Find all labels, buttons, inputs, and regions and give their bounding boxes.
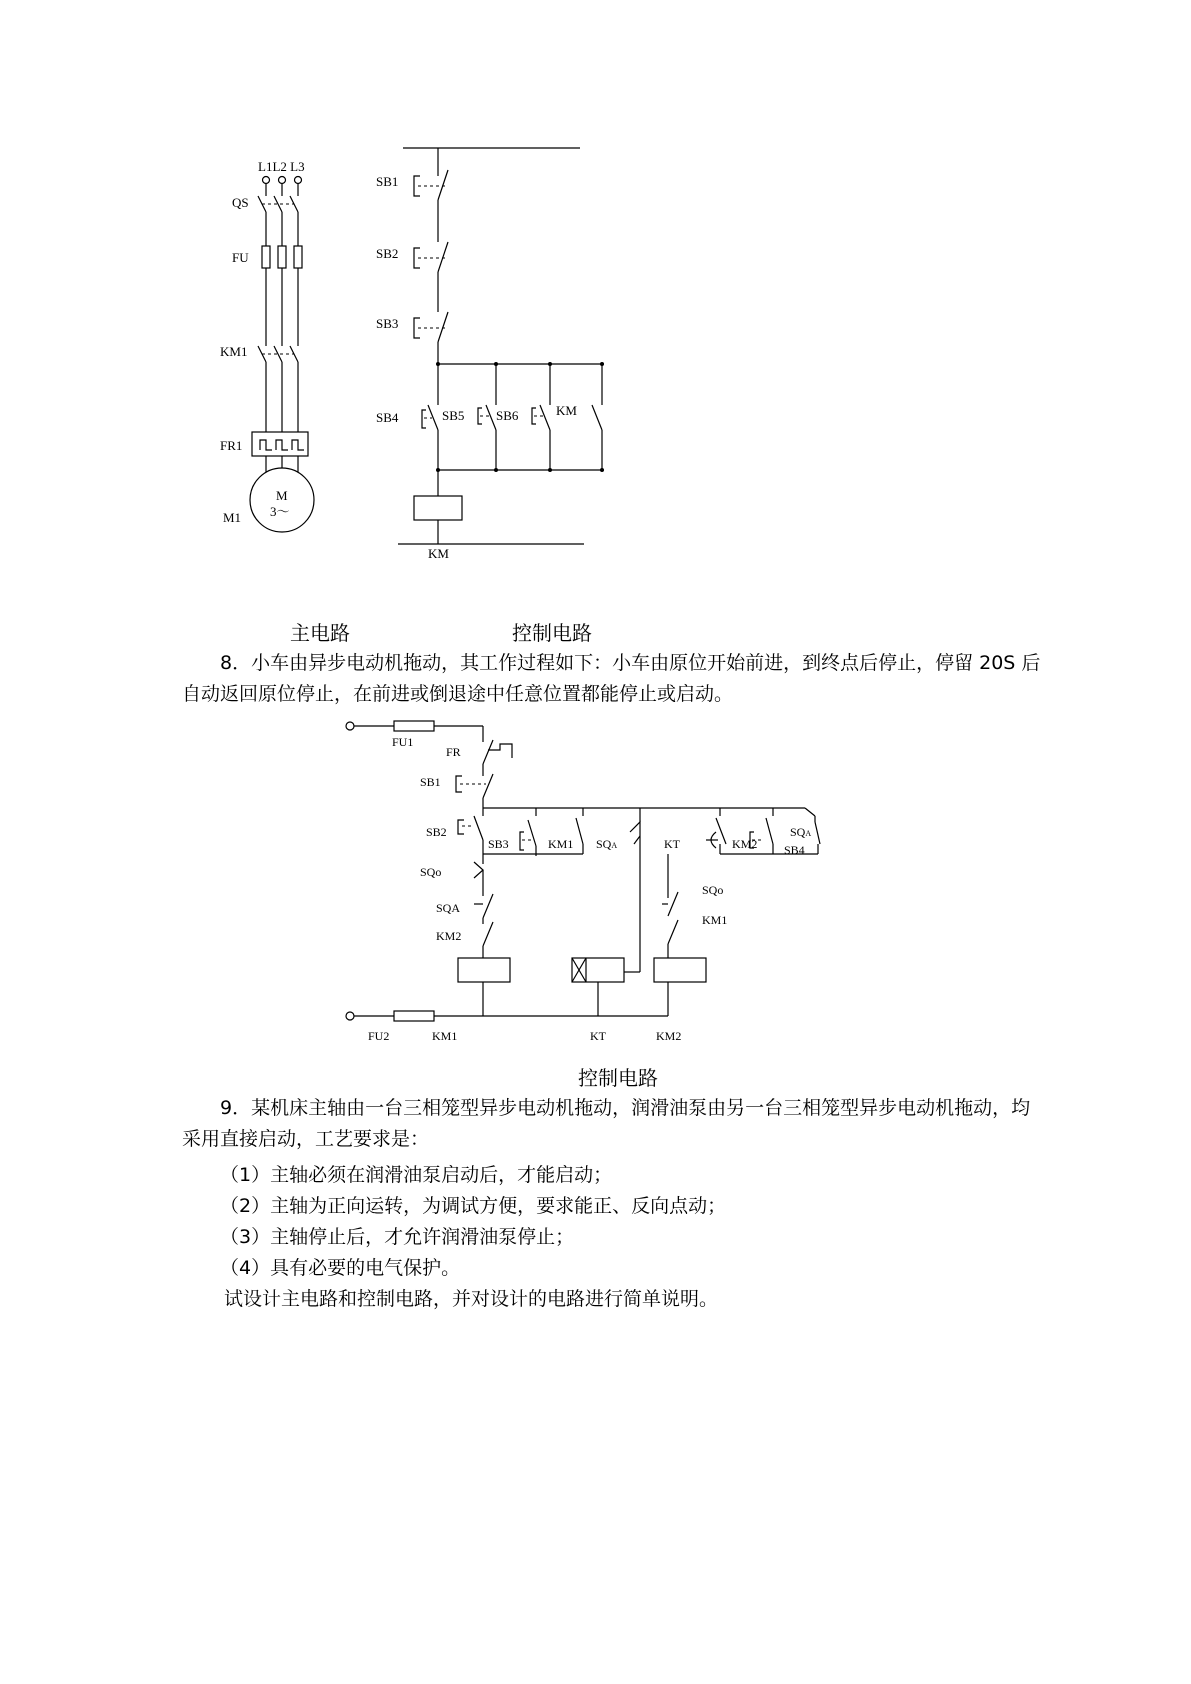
kt-ctrl2-contact-label: KT (664, 837, 680, 851)
qs-label: QS (232, 195, 249, 210)
control-circuit-diagram-1 (370, 140, 640, 570)
km1-coil-label: KM1 (432, 1029, 458, 1043)
fu-label: FU (232, 250, 249, 265)
km2-interlock-label: KM2 (436, 929, 462, 943)
sb5-label: SB5 (442, 408, 465, 423)
fu1-label: FU1 (392, 735, 414, 749)
km2-coil (654, 958, 706, 982)
km1-coil (458, 958, 510, 982)
sqa-top-label: SQA (596, 837, 618, 851)
m1-label: M1 (223, 510, 242, 525)
fr1-label: FR1 (220, 438, 243, 453)
question-9-item-4: （4）具有必要的电气保护。 (220, 1257, 461, 1279)
km2-coil-label: KM2 (656, 1029, 682, 1043)
fu1-fuse (394, 721, 434, 731)
sb2-ctrl2-label: SB2 (426, 825, 447, 839)
sb4-label: SB4 (376, 410, 399, 425)
fr-label: FR (446, 745, 461, 759)
sb3-ctrl2-label: SB3 (488, 837, 509, 851)
main-circuit-diagram (220, 150, 350, 570)
question-8-text: 8．小车由异步电动机拖动，其工作过程如下：小车由原位开始前进，到终点后停止，停留 20S 后自动返回原位停止，在前进或倒退途中任意位置都能停止或启动。 (182, 652, 1041, 705)
phase-labels: L1L2 L3 (258, 159, 305, 174)
kt-coil-label: KT (590, 1029, 606, 1043)
km-coil-label: KM (428, 546, 449, 561)
question-9-item-3: （3）主轴停止后，才允许润滑油泵停止； (220, 1226, 575, 1248)
sb2-label: SB2 (376, 246, 399, 261)
km-contact-label: KM (556, 403, 577, 418)
sqo-right-label: SQo (702, 883, 724, 897)
fu2-label: FU2 (368, 1029, 390, 1043)
km-coil (414, 496, 462, 520)
question-9-item-2: （2）主轴为正向运转，为调试方便，要求能正、反向点动； (220, 1195, 727, 1217)
fu2-fuse (394, 1011, 434, 1021)
sb1-label: SB1 (376, 174, 399, 189)
sb1-ctrl2-label: SB1 (420, 775, 441, 789)
caption-control-circuit-2: 控制电路 (578, 1066, 658, 1090)
question-9-task: 试设计主电路和控制电路，并对设计的电路进行简单说明。 (224, 1288, 719, 1310)
sqa-right-label: SQA (790, 825, 812, 839)
kt-coil (572, 958, 624, 982)
km1-interlock-label: KM1 (702, 913, 728, 927)
km2-ctrl2-contact-label: KM2 (732, 837, 758, 851)
question-9-item-1: （1）主轴必须在润滑油泵启动后，才能启动； (220, 1164, 613, 1186)
question-9-intro: 9．某机床主轴由一台三相笼型异步电动机拖动，润滑油泵由另一台三相笼型异步电动机拖动，均采用直接启动，工艺要求是： (182, 1097, 1031, 1150)
sqo-left-label: SQo (420, 865, 442, 879)
motor-m: M (276, 488, 288, 503)
km1-main-label: KM1 (220, 344, 248, 359)
sb6-label: SB6 (496, 408, 519, 423)
sb3-label: SB3 (376, 316, 399, 331)
caption-control-circuit-1: 控制电路 (512, 621, 592, 645)
sqa-left-label: SQA (436, 901, 461, 915)
caption-main-circuit: 主电路 (290, 621, 350, 645)
sb4-ctrl2-label: SB4 (784, 843, 805, 857)
motor-phase: 3～ (270, 504, 290, 519)
km1-ctrl2-contact-label: KM1 (548, 837, 574, 851)
control-circuit-diagram-2 (340, 718, 890, 1052)
